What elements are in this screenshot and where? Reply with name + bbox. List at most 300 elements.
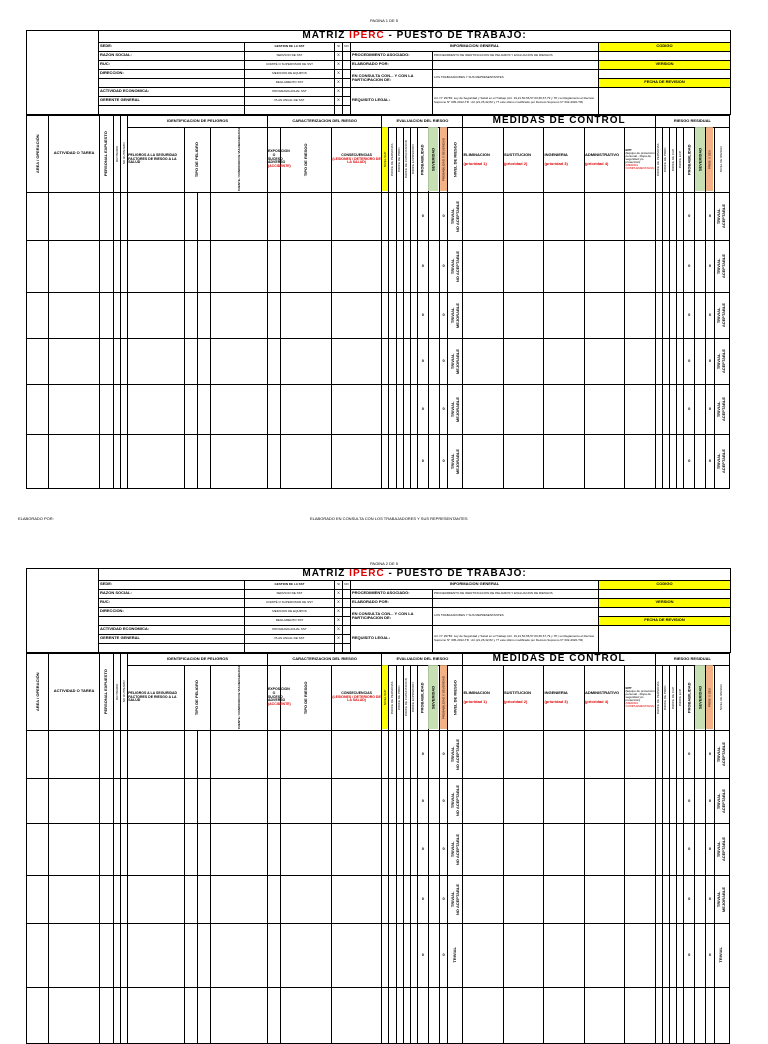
prob-value[interactable]: 0 [417, 434, 428, 488]
res-sev-value[interactable] [706, 987, 714, 1043]
grid-cell[interactable] [655, 384, 662, 434]
grid-cell[interactable] [267, 192, 280, 240]
res-prob-value[interactable]: 0 [684, 338, 695, 384]
grid-cell[interactable] [114, 778, 121, 823]
grid-cell[interactable] [121, 923, 128, 987]
grid-cell[interactable] [403, 875, 410, 923]
sev-value[interactable]: 0 [440, 384, 448, 434]
grid-cell[interactable] [662, 384, 669, 434]
grid-cell[interactable] [584, 923, 625, 987]
grid-cell[interactable] [463, 338, 504, 384]
grid-cell[interactable] [544, 338, 585, 384]
res-prob-value[interactable] [684, 987, 695, 1043]
grid-cell[interactable] [655, 338, 662, 384]
grid-cell[interactable] [403, 923, 410, 987]
grid-cell[interactable] [281, 434, 332, 488]
grid-cell[interactable] [128, 240, 185, 292]
grid-cell[interactable] [211, 384, 268, 434]
res-prob-value[interactable]: 0 [684, 292, 695, 338]
grid-cell[interactable] [267, 240, 280, 292]
grid-cell[interactable] [463, 384, 504, 434]
grid-cell[interactable] [662, 923, 669, 987]
grid-cell[interactable] [410, 778, 417, 823]
grid-cell[interactable] [410, 338, 417, 384]
grid-cell[interactable] [503, 240, 544, 292]
res-prob-value[interactable]: 0 [684, 192, 695, 240]
nivel-riesgo[interactable] [448, 778, 463, 823]
grid-cell[interactable] [463, 192, 504, 240]
grid-cell[interactable] [677, 192, 684, 240]
nivel-riesgo[interactable] [448, 823, 463, 875]
res-prob-value[interactable]: 0 [684, 923, 695, 987]
grid-cell[interactable] [670, 730, 677, 778]
grid-cell[interactable] [584, 384, 625, 434]
grid-cell[interactable] [695, 823, 706, 875]
grid-cell[interactable] [99, 823, 113, 875]
grid-cell[interactable] [331, 778, 382, 823]
grid-cell[interactable] [503, 192, 544, 240]
grid-cell[interactable] [544, 875, 585, 923]
grid-cell[interactable] [670, 923, 677, 987]
grid-cell[interactable] [670, 987, 677, 1043]
grid-cell[interactable] [410, 292, 417, 338]
grid-cell[interactable] [389, 923, 396, 987]
grid-cell[interactable] [428, 875, 439, 923]
grid-cell[interactable] [99, 240, 113, 292]
grid-cell[interactable] [121, 192, 128, 240]
grid-cell[interactable] [396, 338, 403, 384]
grid-cell[interactable] [428, 923, 439, 987]
grid-cell[interactable] [331, 292, 382, 338]
prob-value[interactable]: 0 [417, 923, 428, 987]
grid-cell[interactable] [211, 338, 268, 384]
grid-cell[interactable] [655, 434, 662, 488]
res-prob-value[interactable]: 0 [684, 434, 695, 488]
grid-cell[interactable] [382, 923, 389, 987]
grid-cell[interactable] [281, 292, 332, 338]
grid-cell[interactable] [625, 823, 655, 875]
grid-cell[interactable] [396, 240, 403, 292]
grid-cell[interactable] [428, 338, 439, 384]
fecha-value[interactable] [599, 87, 731, 114]
grid-cell[interactable] [198, 730, 211, 778]
grid-cell[interactable] [389, 823, 396, 875]
grid-cell[interactable] [27, 823, 49, 875]
grid-cell[interactable] [463, 987, 504, 1043]
grid-cell[interactable] [584, 338, 625, 384]
grid-cell[interactable] [331, 338, 382, 384]
grid-cell[interactable] [410, 192, 417, 240]
grid-cell[interactable] [662, 192, 669, 240]
grid-cell[interactable] [49, 875, 100, 923]
grid-cell[interactable] [695, 192, 706, 240]
res-nivel[interactable] [714, 240, 730, 292]
grid-cell[interactable] [677, 338, 684, 384]
grid-cell[interactable] [428, 434, 439, 488]
grid-cell[interactable] [695, 292, 706, 338]
grid-cell[interactable] [544, 434, 585, 488]
grid-cell[interactable] [695, 923, 706, 987]
grid-cell[interactable] [503, 923, 544, 987]
grid-cell[interactable] [403, 292, 410, 338]
fecha-value[interactable] [599, 625, 731, 652]
grid-cell[interactable] [27, 192, 49, 240]
grid-cell[interactable] [267, 875, 280, 923]
grid-cell[interactable] [267, 434, 280, 488]
grid-cell[interactable] [121, 778, 128, 823]
grid-cell[interactable] [677, 240, 684, 292]
res-nivel[interactable] [714, 192, 730, 240]
grid-cell[interactable] [27, 778, 49, 823]
grid-cell[interactable] [403, 192, 410, 240]
prob-value[interactable]: 0 [417, 823, 428, 875]
grid-cell[interactable] [382, 338, 389, 384]
res-prob-value[interactable]: 0 [684, 875, 695, 923]
sev-value[interactable]: 0 [440, 730, 448, 778]
grid-cell[interactable] [27, 292, 49, 338]
res-sev-value[interactable]: 0 [706, 434, 714, 488]
grid-cell[interactable] [396, 923, 403, 987]
grid-cell[interactable] [121, 292, 128, 338]
grid-cell[interactable] [396, 823, 403, 875]
grid-cell[interactable] [382, 875, 389, 923]
grid-cell[interactable] [670, 778, 677, 823]
grid-cell[interactable] [267, 823, 280, 875]
grid-cell[interactable] [428, 823, 439, 875]
grid-cell[interactable] [544, 730, 585, 778]
grid-cell[interactable] [584, 987, 625, 1043]
grid-cell[interactable] [403, 240, 410, 292]
grid-cell[interactable] [211, 434, 268, 488]
grid-cell[interactable] [49, 240, 100, 292]
grid-cell[interactable] [584, 730, 625, 778]
grid-cell[interactable] [396, 987, 403, 1043]
grid-cell[interactable] [428, 384, 439, 434]
grid-cell[interactable] [410, 875, 417, 923]
grid-cell[interactable] [655, 778, 662, 823]
grid-cell[interactable] [625, 923, 655, 987]
grid-cell[interactable] [267, 987, 280, 1043]
grid-cell[interactable] [121, 384, 128, 434]
grid-cell[interactable] [463, 875, 504, 923]
grid-cell[interactable] [670, 292, 677, 338]
grid-cell[interactable] [695, 240, 706, 292]
res-nivel[interactable] [714, 434, 730, 488]
grid-cell[interactable] [396, 434, 403, 488]
grid-cell[interactable] [655, 240, 662, 292]
grid-cell[interactable] [403, 823, 410, 875]
grid-cell[interactable] [382, 778, 389, 823]
grid-cell[interactable] [677, 730, 684, 778]
nivel-riesgo[interactable] [448, 240, 463, 292]
grid-cell[interactable] [114, 292, 121, 338]
grid-cell[interactable] [410, 434, 417, 488]
grid-cell[interactable] [463, 778, 504, 823]
res-prob-value[interactable]: 0 [684, 730, 695, 778]
grid-cell[interactable] [198, 292, 211, 338]
grid-cell[interactable] [662, 434, 669, 488]
grid-cell[interactable] [331, 192, 382, 240]
grid-cell[interactable] [184, 338, 197, 384]
res-sev-value[interactable]: 0 [706, 875, 714, 923]
grid-cell[interactable] [389, 240, 396, 292]
grid-cell[interactable] [503, 778, 544, 823]
grid-cell[interactable] [584, 875, 625, 923]
grid-cell[interactable] [695, 434, 706, 488]
prob-value[interactable]: 0 [417, 875, 428, 923]
grid-cell[interactable] [655, 192, 662, 240]
grid-cell[interactable] [428, 730, 439, 778]
prob-value[interactable]: 0 [417, 192, 428, 240]
grid-cell[interactable] [670, 434, 677, 488]
grid-cell[interactable] [184, 240, 197, 292]
grid-cell[interactable] [670, 338, 677, 384]
grid-cell[interactable] [428, 292, 439, 338]
grid-cell[interactable] [463, 823, 504, 875]
grid-cell[interactable] [677, 292, 684, 338]
grid-cell[interactable] [695, 338, 706, 384]
grid-cell[interactable] [396, 875, 403, 923]
grid-cell[interactable] [389, 292, 396, 338]
grid-cell[interactable] [198, 987, 211, 1043]
grid-cell[interactable] [267, 292, 280, 338]
grid-cell[interactable] [584, 778, 625, 823]
grid-cell[interactable] [114, 730, 121, 778]
prob-value[interactable]: 0 [417, 240, 428, 292]
prob-value[interactable]: 0 [417, 384, 428, 434]
grid-cell[interactable] [389, 730, 396, 778]
grid-cell[interactable] [114, 240, 121, 292]
grid-cell[interactable] [198, 923, 211, 987]
sev-value[interactable]: 0 [440, 240, 448, 292]
grid-cell[interactable] [27, 240, 49, 292]
grid-cell[interactable] [128, 730, 185, 778]
grid-cell[interactable] [389, 987, 396, 1043]
grid-cell[interactable] [396, 778, 403, 823]
grid-cell[interactable] [331, 823, 382, 875]
grid-cell[interactable] [410, 240, 417, 292]
version-value[interactable] [599, 607, 731, 616]
grid-cell[interactable] [695, 730, 706, 778]
grid-cell[interactable] [114, 338, 121, 384]
grid-cell[interactable] [382, 384, 389, 434]
grid-cell[interactable] [655, 292, 662, 338]
grid-cell[interactable] [49, 730, 100, 778]
grid-cell[interactable] [114, 434, 121, 488]
grid-cell[interactable] [544, 192, 585, 240]
res-nivel[interactable] [714, 384, 730, 434]
nivel-riesgo[interactable] [448, 730, 463, 778]
grid-cell[interactable] [128, 823, 185, 875]
grid-cell[interactable] [331, 923, 382, 987]
grid-cell[interactable] [463, 240, 504, 292]
prob-value[interactable]: 0 [417, 730, 428, 778]
grid-cell[interactable] [114, 823, 121, 875]
grid-cell[interactable] [198, 875, 211, 923]
grid-cell[interactable] [389, 778, 396, 823]
grid-cell[interactable] [544, 778, 585, 823]
grid-cell[interactable] [463, 730, 504, 778]
sev-value[interactable]: 0 [440, 434, 448, 488]
grid-cell[interactable] [544, 292, 585, 338]
sev-value[interactable]: 0 [440, 823, 448, 875]
res-nivel[interactable] [714, 338, 730, 384]
grid-cell[interactable] [27, 384, 49, 434]
grid-cell[interactable] [396, 292, 403, 338]
grid-cell[interactable] [584, 823, 625, 875]
grid-cell[interactable] [281, 875, 332, 923]
grid-cell[interactable] [396, 192, 403, 240]
grid-cell[interactable] [503, 384, 544, 434]
grid-cell[interactable] [403, 434, 410, 488]
grid-cell[interactable] [128, 384, 185, 434]
grid-cell[interactable] [184, 778, 197, 823]
grid-cell[interactable] [27, 875, 49, 923]
grid-cell[interactable] [281, 192, 332, 240]
res-sev-value[interactable]: 0 [706, 338, 714, 384]
grid-cell[interactable] [625, 192, 655, 240]
grid-cell[interactable] [403, 778, 410, 823]
grid-cell[interactable] [128, 292, 185, 338]
grid-cell[interactable] [695, 875, 706, 923]
grid-cell[interactable] [403, 730, 410, 778]
res-nivel[interactable] [714, 923, 730, 987]
grid-cell[interactable] [184, 875, 197, 923]
nivel-riesgo[interactable] [448, 875, 463, 923]
grid-cell[interactable] [211, 923, 268, 987]
grid-cell[interactable] [184, 987, 197, 1043]
grid-cell[interactable] [281, 730, 332, 778]
grid-cell[interactable] [625, 875, 655, 923]
grid-cell[interactable] [389, 384, 396, 434]
grid-cell[interactable] [382, 823, 389, 875]
grid-cell[interactable] [403, 384, 410, 434]
grid-cell[interactable] [184, 730, 197, 778]
grid-cell[interactable] [331, 730, 382, 778]
grid-cell[interactable] [625, 292, 655, 338]
grid-cell[interactable] [670, 823, 677, 875]
version-value[interactable] [599, 69, 731, 78]
grid-cell[interactable] [410, 987, 417, 1043]
grid-cell[interactable] [198, 823, 211, 875]
grid-cell[interactable] [655, 987, 662, 1043]
grid-cell[interactable] [114, 987, 121, 1043]
grid-cell[interactable] [677, 987, 684, 1043]
nivel-riesgo[interactable] [448, 292, 463, 338]
grid-cell[interactable] [128, 778, 185, 823]
grid-cell[interactable] [184, 192, 197, 240]
grid-cell[interactable] [128, 434, 185, 488]
grid-cell[interactable] [198, 778, 211, 823]
nivel-riesgo[interactable] [448, 338, 463, 384]
grid-cell[interactable] [184, 384, 197, 434]
grid-cell[interactable] [625, 240, 655, 292]
grid-cell[interactable] [128, 987, 185, 1043]
grid-cell[interactable] [625, 987, 655, 1043]
grid-cell[interactable] [49, 384, 100, 434]
grid-cell[interactable] [463, 434, 504, 488]
grid-cell[interactable] [331, 240, 382, 292]
res-prob-value[interactable]: 0 [684, 240, 695, 292]
nivel-riesgo[interactable] [448, 384, 463, 434]
grid-cell[interactable] [503, 987, 544, 1043]
grid-cell[interactable] [584, 192, 625, 240]
sev-value[interactable]: 0 [440, 192, 448, 240]
grid-cell[interactable] [114, 875, 121, 923]
grid-cell[interactable] [389, 338, 396, 384]
grid-cell[interactable] [670, 192, 677, 240]
grid-cell[interactable] [99, 875, 113, 923]
res-sev-value[interactable]: 0 [706, 240, 714, 292]
grid-cell[interactable] [544, 240, 585, 292]
grid-cell[interactable] [410, 384, 417, 434]
grid-cell[interactable] [677, 384, 684, 434]
grid-cell[interactable] [49, 778, 100, 823]
grid-cell[interactable] [211, 875, 268, 923]
grid-cell[interactable] [382, 434, 389, 488]
grid-cell[interactable] [410, 730, 417, 778]
grid-cell[interactable] [128, 192, 185, 240]
grid-cell[interactable] [99, 778, 113, 823]
grid-cell[interactable] [49, 923, 100, 987]
grid-cell[interactable] [403, 987, 410, 1043]
grid-cell[interactable] [625, 384, 655, 434]
grid-cell[interactable] [655, 730, 662, 778]
grid-cell[interactable] [662, 730, 669, 778]
grid-cell[interactable] [662, 778, 669, 823]
grid-cell[interactable] [27, 434, 49, 488]
grid-cell[interactable] [198, 240, 211, 292]
grid-cell[interactable] [114, 923, 121, 987]
grid-cell[interactable] [544, 987, 585, 1043]
nivel-riesgo[interactable] [448, 434, 463, 488]
grid-cell[interactable] [198, 434, 211, 488]
res-prob-value[interactable]: 0 [684, 384, 695, 434]
grid-cell[interactable] [584, 292, 625, 338]
grid-cell[interactable] [382, 292, 389, 338]
grid-cell[interactable] [211, 730, 268, 778]
grid-cell[interactable] [99, 338, 113, 384]
grid-cell[interactable] [49, 823, 100, 875]
res-sev-value[interactable]: 0 [706, 823, 714, 875]
res-sev-value[interactable]: 0 [706, 730, 714, 778]
grid-cell[interactable] [331, 875, 382, 923]
sev-value[interactable]: 0 [440, 778, 448, 823]
grid-cell[interactable] [655, 875, 662, 923]
grid-cell[interactable] [584, 434, 625, 488]
grid-cell[interactable] [670, 240, 677, 292]
grid-cell[interactable] [503, 292, 544, 338]
sev-value[interactable]: 0 [440, 923, 448, 987]
grid-cell[interactable] [184, 923, 197, 987]
grid-cell[interactable] [114, 384, 121, 434]
prob-value[interactable]: 0 [417, 338, 428, 384]
grid-cell[interactable] [463, 292, 504, 338]
nivel-riesgo[interactable] [448, 987, 463, 1043]
grid-cell[interactable] [99, 384, 113, 434]
grid-cell[interactable] [670, 384, 677, 434]
grid-cell[interactable] [428, 240, 439, 292]
grid-cell[interactable] [382, 192, 389, 240]
grid-cell[interactable] [27, 923, 49, 987]
grid-cell[interactable] [49, 192, 100, 240]
grid-cell[interactable] [184, 434, 197, 488]
grid-cell[interactable] [389, 875, 396, 923]
res-sev-value[interactable]: 0 [706, 192, 714, 240]
sev-value[interactable] [440, 987, 448, 1043]
grid-cell[interactable] [121, 240, 128, 292]
grid-cell[interactable] [544, 384, 585, 434]
